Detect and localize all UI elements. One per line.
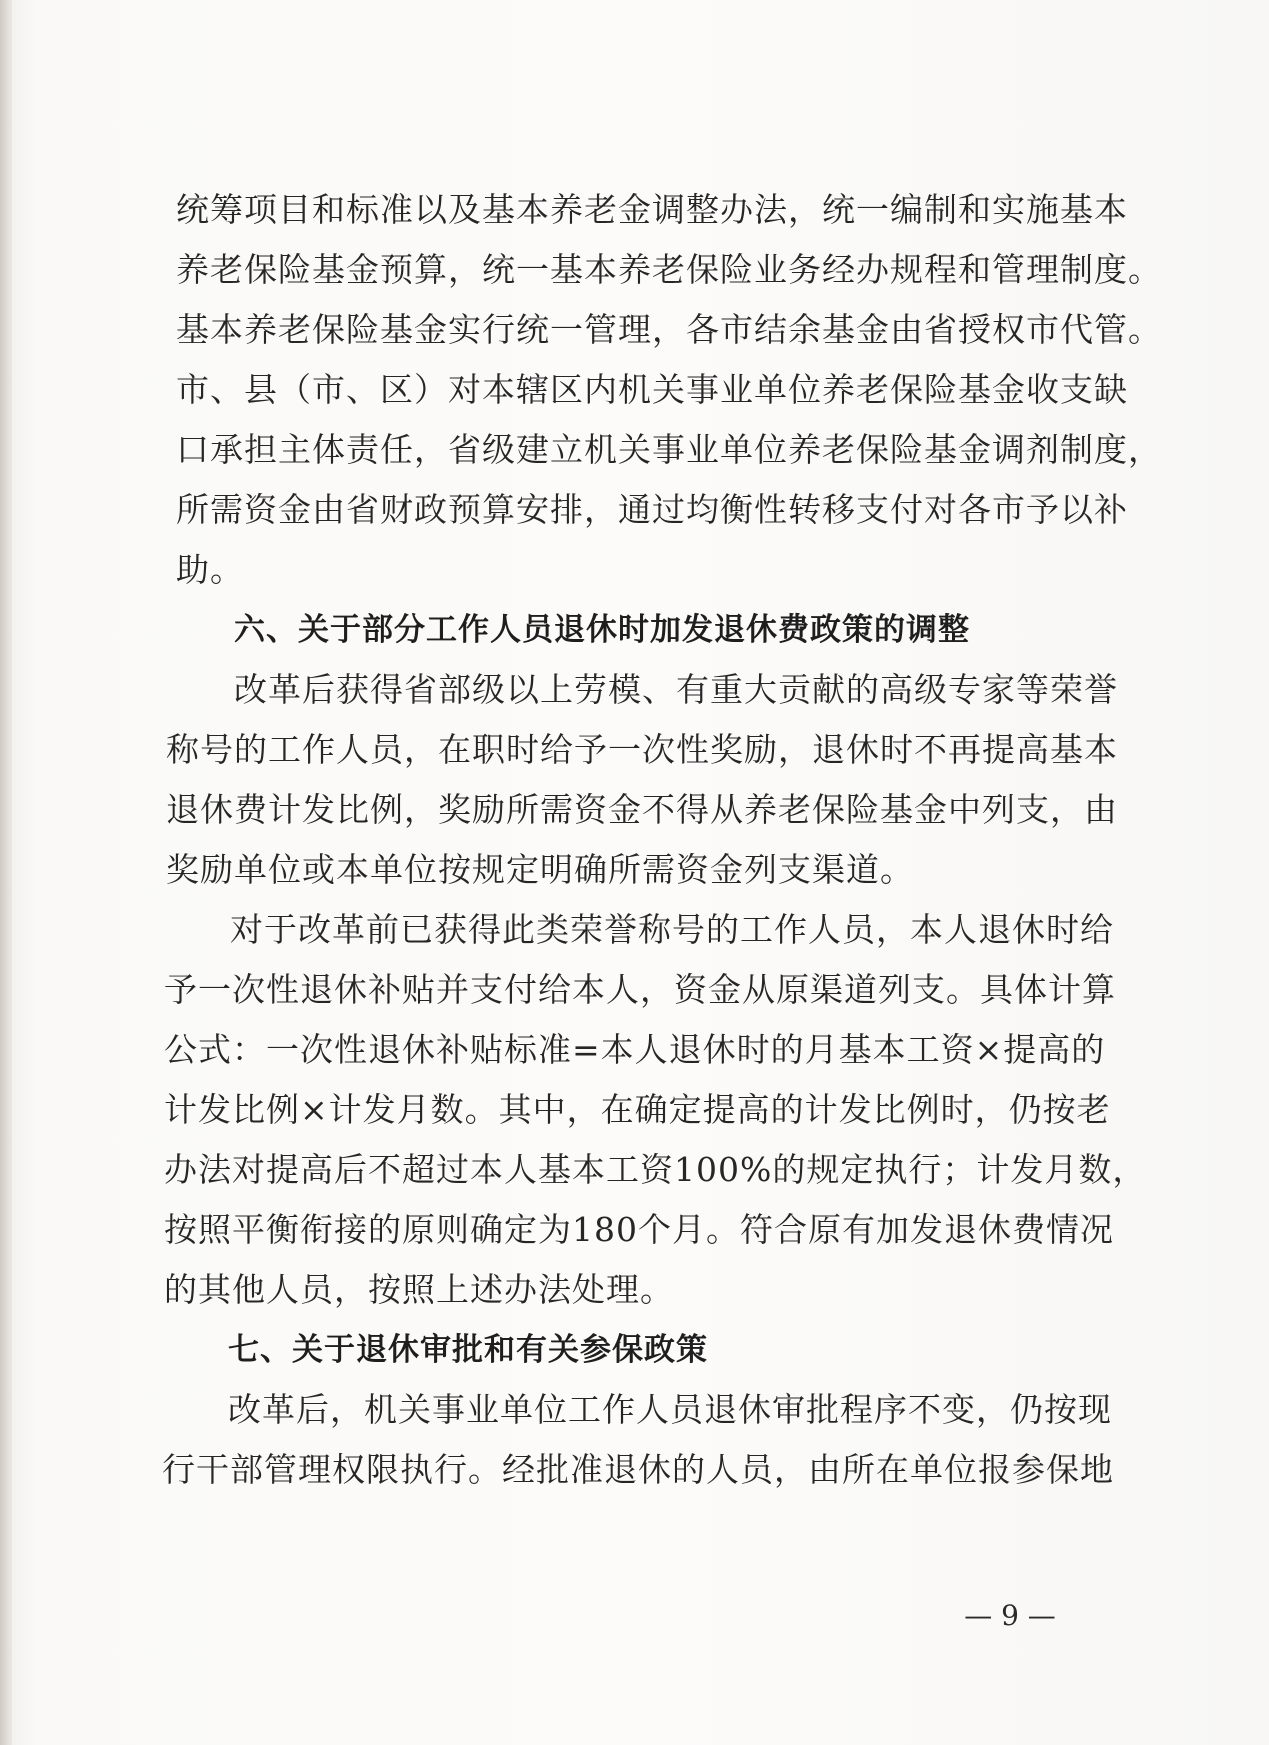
body-line: 称号的工作人员，在职时给予一次性奖励，退休时不再提高基本 — [166, 730, 1118, 769]
body-line: 的其他人员，按照上述办法处理。 — [164, 1270, 674, 1309]
body-line: 予一次性退休补贴并支付给本人，资金从原渠道列支。具体计算 — [164, 970, 1116, 1009]
body-line: 所需资金由省财政预算安排，通过均衡性转移支付对各市予以补 — [176, 490, 1128, 529]
body-line: 统筹项目和标准以及基本养老金调整办法，统一编制和实施基本 — [176, 190, 1128, 229]
body-line: 行干部管理权限执行。经批准退休的人员，由所在单位报参保地 — [162, 1450, 1114, 1489]
body-line: 改革后，机关事业单位工作人员退休审批程序不变，仍按现 — [228, 1390, 1112, 1429]
body-line: 改革后获得省部级以上劳模、有重大贡献的高级专家等荣誉 — [234, 670, 1118, 709]
body-line: 奖励单位或本单位按规定明确所需资金列支渠道。 — [166, 850, 914, 889]
page-number: — 9 — — [964, 1599, 1056, 1632]
body-line: 市、县（市、区）对本辖区内机关事业单位养老保险基金收支缺 — [176, 370, 1128, 409]
body-line: 基本养老保险基金实行统一管理，各市结余基金由省授权市代管。 — [176, 310, 1162, 349]
binding-edge — [0, 0, 12, 1745]
body-line: 按照平衡衔接的原则确定为180个月。符合原有加发退休费情况 — [164, 1210, 1114, 1249]
body-line: 对于改革前已获得此类荣誉称号的工作人员，本人退休时给 — [230, 910, 1114, 949]
body-line: 公式：一次性退休补贴标准=本人退休时的月基本工资×提高的 — [164, 1030, 1106, 1069]
section-heading: 七、关于退休审批和有关参保政策 — [228, 1332, 708, 1368]
section-heading: 六、关于部分工作人员退休时加发退休费政策的调整 — [234, 612, 970, 648]
body-line: 养老保险基金预算，统一基本养老保险业务经办规程和管理制度。 — [176, 250, 1162, 289]
body-line: 办法对提高后不超过本人基本工资100%的规定执行；计发月数， — [164, 1150, 1147, 1189]
body-line: 口承担主体责任，省级建立机关事业单位养老保险基金调剂制度， — [176, 430, 1162, 469]
body-line: 助。 — [176, 550, 244, 589]
body-line: 退休费计发比例，奖励所需资金不得从养老保险基金中列支，由 — [166, 790, 1118, 829]
body-line: 计发比例×计发月数。其中，在确定提高的计发比例时，仍按老 — [164, 1090, 1111, 1129]
